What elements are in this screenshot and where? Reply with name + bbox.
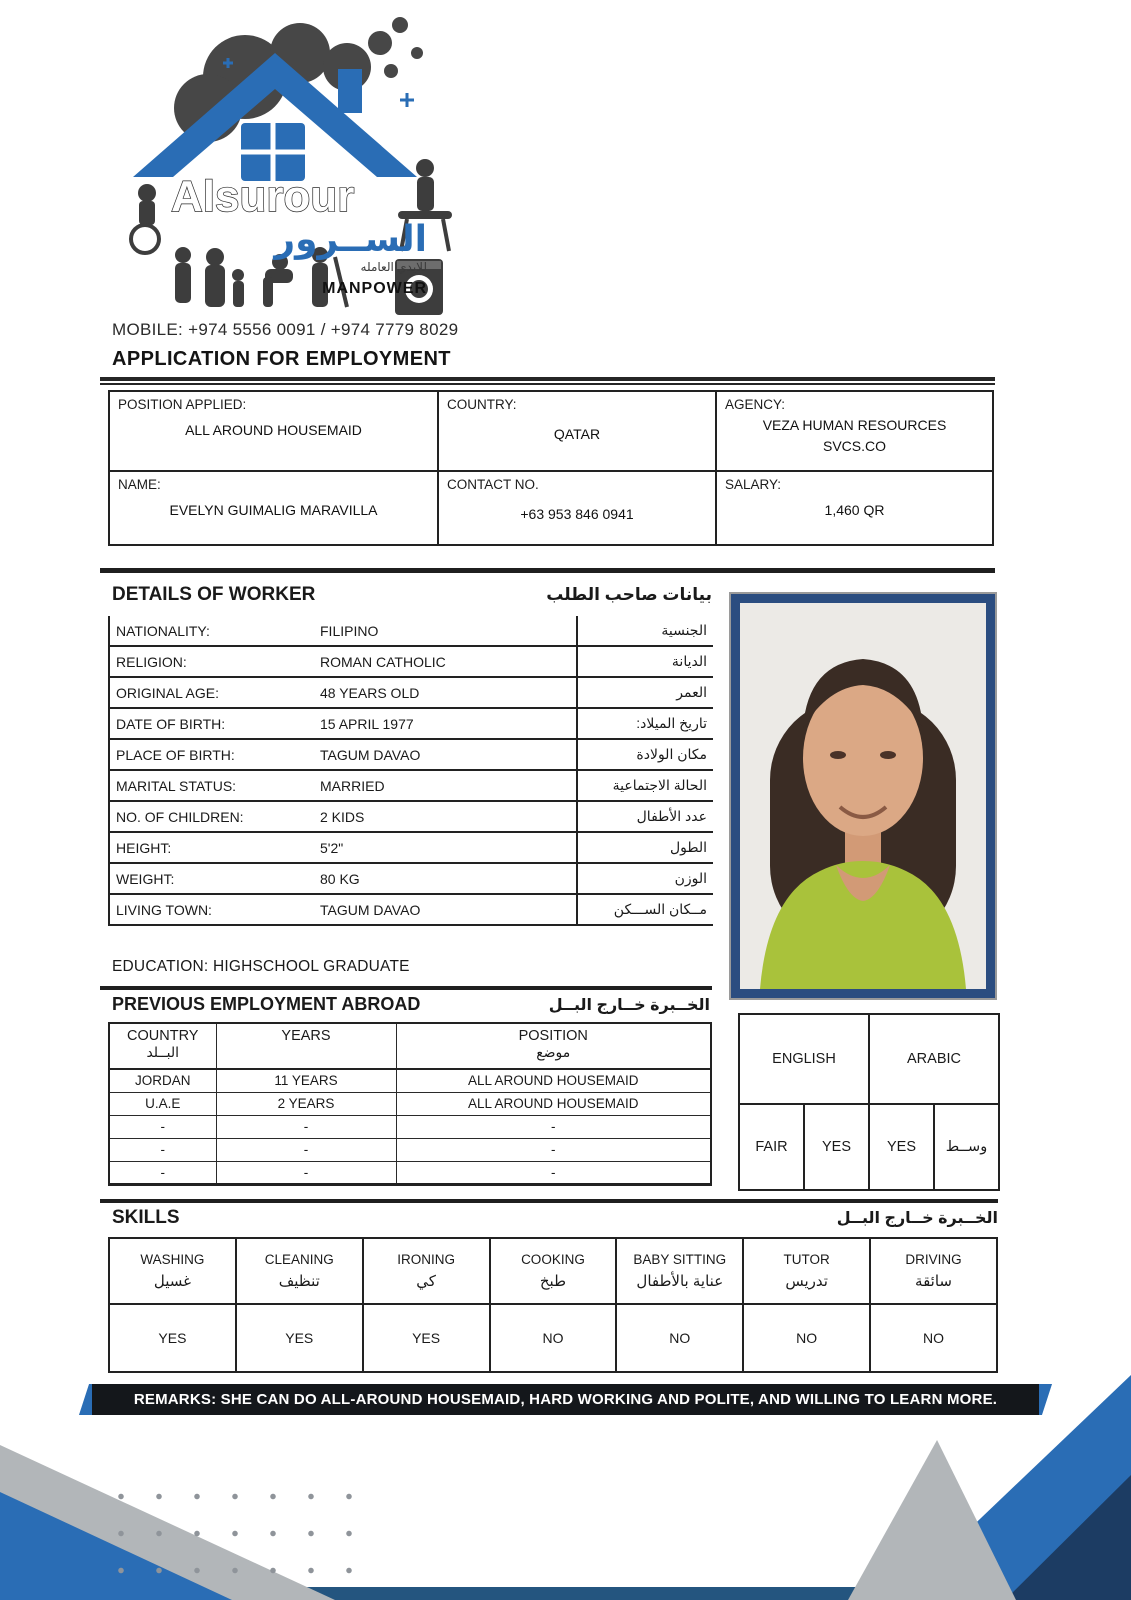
logo-manpower-label: MANPOWER: [322, 280, 427, 297]
position-applied-label: POSITION APPLIED:: [118, 397, 247, 412]
detail-value: ROMAN CATHOLIC: [314, 646, 577, 677]
years-header: YEARS: [281, 1028, 331, 1044]
detail-value: 2 KIDS: [314, 801, 577, 832]
country-value: QATAR: [553, 426, 601, 442]
name-cell: [109, 471, 438, 545]
employment-title: PREVIOUS EMPLOYMENT ABROAD: [112, 994, 421, 1014]
skill-name-arabic: كي: [416, 1273, 436, 1290]
detail-row: [109, 801, 713, 832]
education-line: EDUCATION: HIGHSCHOOL GRADUATE: [112, 958, 410, 975]
detail-label: PLACE OF BIRTH:: [109, 739, 314, 770]
contact-no-cell: [438, 471, 716, 545]
employment-title-arabic: الخــبرة خــارج البــل: [548, 997, 710, 1014]
mobile-contact-line: [112, 320, 458, 340]
skill-header-cell: [743, 1238, 870, 1304]
skill-name-arabic: غسيل: [153, 1273, 191, 1290]
country-header: COUNTRY: [127, 1028, 199, 1044]
detail-value: TAGUM DAVAO: [314, 739, 577, 770]
employment-years: -: [216, 1115, 396, 1138]
detail-label: WEIGHT:: [109, 863, 314, 894]
employment-country: -: [109, 1138, 216, 1161]
employment-row: [109, 1092, 711, 1115]
skill-name-arabic: تنظيف: [278, 1273, 320, 1290]
skills-heading: [112, 1207, 998, 1229]
english-header: ENGLISH: [739, 1014, 869, 1104]
detail-row: [109, 863, 713, 894]
skill-name: BABY SITTING: [633, 1252, 727, 1267]
skill-value: NO: [743, 1304, 870, 1372]
language-value-row: [739, 1104, 999, 1190]
salary-cell: [716, 471, 993, 545]
language-header-row: [739, 1014, 999, 1104]
worker-details-table: [108, 616, 713, 926]
skill-name-arabic: طبخ: [539, 1273, 567, 1290]
detail-row: [109, 616, 713, 646]
detail-label: MARITAL STATUS:: [109, 770, 314, 801]
detail-row: [109, 739, 713, 770]
employment-country: U.A.E: [109, 1092, 216, 1115]
skill-header-cell: [109, 1238, 236, 1304]
employment-position: -: [396, 1161, 711, 1184]
employment-years: 2 YEARS: [216, 1092, 396, 1115]
employment-position: -: [396, 1138, 711, 1161]
employment-country: -: [109, 1161, 216, 1184]
agency-value: VEZA HUMAN RESOURCES SVCS.CO: [762, 417, 947, 454]
applicant-photo: [731, 594, 995, 998]
section-divider: [100, 568, 995, 573]
position-applied-cell: [109, 391, 438, 471]
agency-cell: [716, 391, 993, 471]
agency-logo: [95, 5, 455, 320]
logo-brand-arabic: الســرور: [274, 218, 427, 259]
skill-header-cell: [363, 1238, 490, 1304]
salary-value: 1,460 QR: [824, 502, 885, 518]
detail-row: [109, 646, 713, 677]
employment-row: [109, 1138, 711, 1161]
country-header-arabic: البــلد: [146, 1044, 180, 1060]
english-level: FAIR: [739, 1104, 804, 1190]
employment-row: [109, 1115, 711, 1138]
detail-label-arabic: الجنسية: [577, 616, 713, 646]
english-value: YES: [804, 1104, 869, 1190]
employment-header-years: [216, 1023, 396, 1069]
employment-position: ALL AROUND HOUSEMAID: [396, 1069, 711, 1092]
employment-country: -: [109, 1115, 216, 1138]
application-row-1: [109, 391, 993, 471]
skill-value: NO: [616, 1304, 743, 1372]
skills-title: SKILLS: [112, 1207, 180, 1228]
employment-years: 11 YEARS: [216, 1069, 396, 1092]
skill-value: NO: [870, 1304, 997, 1372]
details-heading: [112, 584, 712, 606]
detail-value: 80 KG: [314, 863, 577, 894]
arabic-header: ARABIC: [869, 1014, 999, 1104]
detail-value: 5'2": [314, 832, 577, 863]
details-title-arabic: بيانات صاحب الطلب: [546, 585, 712, 604]
skill-name-arabic: تدريس: [785, 1273, 828, 1290]
logo-brand-latin: Alsurour: [171, 172, 355, 221]
skill-value: YES: [363, 1304, 490, 1372]
skills-title-arabic: الخــبرة خــارج البــل: [836, 1210, 998, 1227]
skills-table: [108, 1237, 998, 1373]
agency-logo-graphic: [95, 5, 455, 320]
detail-label: ORIGINAL AGE:: [109, 677, 314, 708]
detail-label: NATIONALITY:: [109, 616, 314, 646]
remarks-banner: [84, 1384, 1047, 1415]
detail-value: TAGUM DAVAO: [314, 894, 577, 925]
skill-name: DRIVING: [905, 1252, 962, 1267]
detail-label-arabic: مكان الولادة: [577, 739, 713, 770]
name-value: EVELYN GUIMALIG MARAVILLA: [169, 502, 378, 518]
salary-label: SALARY:: [725, 477, 782, 492]
employment-header-row: [109, 1023, 711, 1069]
detail-row: [109, 770, 713, 801]
detail-value: 48 YEARS OLD: [314, 677, 577, 708]
remarks-text: REMARKS: SHE CAN DO ALL-AROUND HOUSEMAID, HARD WORKING AND POLITE, AND WILLING TO LEARN MORE.: [92, 1384, 1039, 1415]
skill-value: NO: [490, 1304, 617, 1372]
application-row-2: [109, 471, 993, 545]
position-header-arabic: موضع: [536, 1044, 571, 1060]
mobile-value: +974 5556 0091 / +974 7779 8029: [188, 320, 459, 339]
skill-header-cell: [490, 1238, 617, 1304]
position-applied-value: ALL AROUND HOUSEMAID: [185, 422, 362, 438]
detail-label: RELIGION:: [109, 646, 314, 677]
employment-heading: [112, 994, 710, 1015]
name-label: NAME:: [118, 477, 161, 492]
contact-no-value: +63 953 846 0941: [520, 506, 634, 522]
employment-row: [109, 1069, 711, 1092]
previous-employment-table: [108, 1022, 712, 1186]
employment-country: JORDAN: [109, 1069, 216, 1092]
employment-row: [109, 1161, 711, 1184]
dots-pattern-decoration: [102, 1478, 377, 1598]
detail-value: FILIPINO: [314, 616, 577, 646]
detail-row: [109, 677, 713, 708]
arabic-level: وســط: [934, 1104, 999, 1190]
country-label: COUNTRY:: [447, 397, 517, 412]
skill-header-cell: [236, 1238, 363, 1304]
mobile-label: MOBILE:: [112, 320, 184, 339]
position-header: POSITION: [518, 1028, 588, 1044]
page-title: APPLICATION FOR EMPLOYMENT: [112, 348, 451, 370]
title-divider: [100, 377, 995, 385]
detail-label-arabic: تاريخ الميلاد:: [577, 708, 713, 739]
employment-position: -: [396, 1115, 711, 1138]
detail-label-arabic: العمر: [577, 677, 713, 708]
employment-header-position: [396, 1023, 711, 1069]
arabic-value: YES: [869, 1104, 934, 1190]
detail-row: [109, 832, 713, 863]
skill-name: CLEANING: [264, 1252, 334, 1267]
contact-no-label: CONTACT NO.: [447, 477, 539, 492]
employment-years: -: [216, 1161, 396, 1184]
skills-divider: [100, 1199, 998, 1203]
detail-value: 15 APRIL 1977: [314, 708, 577, 739]
skill-header-cell: [870, 1238, 997, 1304]
skill-name-arabic: سائقة: [915, 1273, 952, 1290]
detail-label-arabic: الديانة: [577, 646, 713, 677]
skills-value-row: [109, 1304, 997, 1372]
detail-value: MARRIED: [314, 770, 577, 801]
skill-name: WASHING: [140, 1252, 205, 1267]
application-summary-table: [108, 390, 994, 546]
detail-label: LIVING TOWN:: [109, 894, 314, 925]
country-cell: [438, 391, 716, 471]
applicant-portrait-graphic: [740, 603, 986, 989]
employment-header-country: [109, 1023, 216, 1069]
detail-label-arabic: عدد الأطفال: [577, 801, 713, 832]
detail-row: [109, 894, 713, 925]
logo-tagline-arabic: للايدي العامله: [360, 260, 427, 274]
detail-label-arabic: مــكان الســـكن: [577, 894, 713, 925]
skill-name: COOKING: [521, 1252, 585, 1267]
skill-header-cell: [616, 1238, 743, 1304]
skill-value: YES: [109, 1304, 236, 1372]
agency-label: AGENCY:: [725, 397, 786, 412]
detail-label-arabic: الوزن: [577, 863, 713, 894]
detail-label-arabic: الطول: [577, 832, 713, 863]
employment-years: -: [216, 1138, 396, 1161]
detail-row: [109, 708, 713, 739]
detail-label: DATE OF BIRTH:: [109, 708, 314, 739]
details-title: DETAILS OF WORKER: [112, 584, 316, 605]
skill-value: YES: [236, 1304, 363, 1372]
detail-label: HEIGHT:: [109, 832, 314, 863]
skill-name: TUTOR: [783, 1252, 830, 1267]
skill-name-arabic: عناية بالأطفال: [636, 1273, 724, 1290]
detail-label: NO. OF CHILDREN:: [109, 801, 314, 832]
employment-divider: [100, 986, 712, 990]
skills-header-row: [109, 1238, 997, 1304]
languages-table: [738, 1013, 1000, 1191]
detail-label-arabic: الحالة الاجتماعية: [577, 770, 713, 801]
skill-name: IRONING: [397, 1252, 455, 1267]
employment-position: ALL AROUND HOUSEMAID: [396, 1092, 711, 1115]
